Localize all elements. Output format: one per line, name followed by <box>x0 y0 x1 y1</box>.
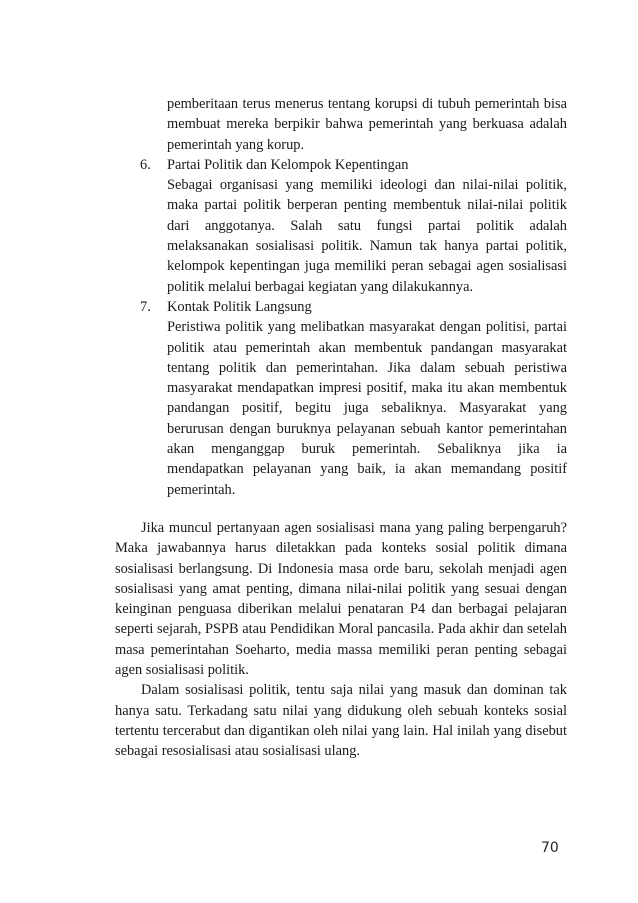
continuation-paragraph: pemberitaan terus menerus tentang korupsi di tubuh pemerintah bisa membuat mereka berpikir bahwa pemerintah yang berkuasa adalah pemerintah yang korup. <box>167 96 567 153</box>
list-item-body: Peristiwa politik yang melibatkan masyarakat dengan politisi, partai politik atau pemerintah akan membentuk pandangan masyarakat tentang politik dan pemerintahan. Jika dalam sebuah peristiwa masyarakat mendapatkan impresi positif, maka itu akan membentuk pandangan positif, begitu juga sebaliknya. Masyarakat yang berurusan dengan buruknya pelayanan sebuah kantor pemerintahan akan menganggap buruk pemerintah. Sebaliknya jika ia mendapatkan pelayanan yang baik, ia akan memandang positif pemerintah. <box>167 319 567 498</box>
list-item-number: 6. <box>140 156 151 173</box>
body-paragraph-1: Jika muncul pertanyaan agen sosialisasi mana yang paling berpengaruh? Maka jawabannya harus diletakkan pada konteks sosial politik dimana sosialisasi berlangsung. Di Indonesia masa orde baru, sekolah menjadi agen sosialisasi yang amat penting, dimana nilai-nilai politik yang sesuai dengan keinginan penguasa diberikan melalui penataran P4 dan berbagai pelajaran seperti sejarah, PSPB atau Pendidikan Moral pancasila. Pada akhir dan setelah masa pemerintahan Soeharto, media massa memiliki peran penting sebagai agen sosialisasi politik. <box>115 519 567 679</box>
list-item-body: Sebagai organisasi yang memiliki ideologi dan nilai-nilai politik, maka partai politik berperan penting membentuk nilai-nilai politik dari anggotanya. Salah satu fungsi partai politik adalah melaksanakan sosialisasi politik. Namun tak hanya partai politik, kelompok kepentingan juga memiliki peran sebagai agen sosialisasi politik melalui berbagai kegiatan yang dilakukannya. <box>167 177 567 295</box>
list-item-7 <box>140 297 567 500</box>
body-paragraph-2: Dalam sosialisasi politik, tentu saja nilai yang masuk dan dominan tak hanya satu. Terkadang satu nilai yang didukung oleh sebuah konteks sosial tertentu tercerabut dan digantikan oleh nilai yang lain. Hal inilah yang disebut sebagai resosialisasi atau sosialisasi ulang. <box>115 682 567 760</box>
list-item-6 <box>140 155 567 297</box>
list-item-title: Partai Politik dan Kelompok Kepentingan <box>167 156 409 173</box>
paragraph-gap <box>115 500 567 518</box>
list-item-number: 7. <box>140 298 151 315</box>
page-number: 70 <box>541 840 559 856</box>
list-item-title: Kontak Politik Langsung <box>167 298 312 315</box>
page-content <box>115 94 567 762</box>
